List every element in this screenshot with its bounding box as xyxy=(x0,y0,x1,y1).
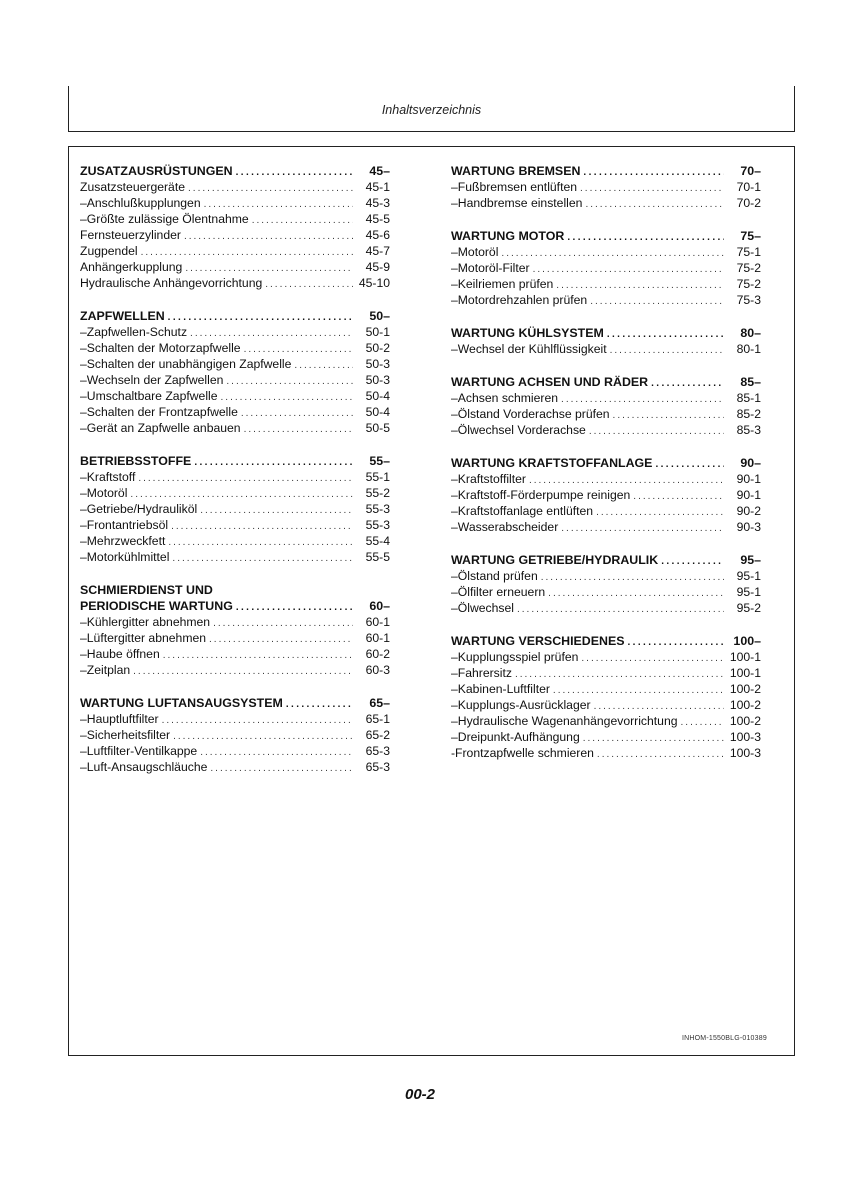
entry-title: –Kraftstoffilter xyxy=(451,472,526,486)
dot-leader xyxy=(185,261,353,275)
section-page: 80– xyxy=(740,326,761,340)
dot-leader xyxy=(244,342,353,356)
toc-section-heading[interactable] xyxy=(451,633,761,649)
toc-section xyxy=(451,455,761,535)
section-title: PERIODISCHE WARTUNG xyxy=(80,599,233,613)
toc-entry[interactable] xyxy=(451,649,761,665)
entry-title: –Ölstand Vorderachse prüfen xyxy=(451,407,610,421)
dot-leader xyxy=(265,277,353,291)
entry-page: 50-2 xyxy=(365,341,390,355)
entry-page: 65-1 xyxy=(365,712,390,726)
toc-entry[interactable] xyxy=(80,195,390,211)
entry-page: 85-3 xyxy=(736,423,761,437)
toc-section xyxy=(451,374,761,438)
entry-page: 55-5 xyxy=(365,550,390,564)
dot-leader xyxy=(596,505,724,519)
entry-page: 45-3 xyxy=(365,196,390,210)
entry-page: 75-2 xyxy=(736,277,761,291)
dot-leader xyxy=(594,699,724,713)
entry-title: -Frontzapfwelle schmieren xyxy=(451,746,594,760)
entry-page: 45-6 xyxy=(365,228,390,242)
toc-section-heading[interactable] xyxy=(80,308,390,324)
entry-page: 95-1 xyxy=(736,585,761,599)
toc-section-heading[interactable] xyxy=(451,374,761,390)
entry-page: 50-5 xyxy=(365,421,390,435)
toc-entry[interactable] xyxy=(80,211,390,227)
entry-title: –Motoröl xyxy=(451,245,499,259)
section-page: 100– xyxy=(733,634,761,648)
dot-leader xyxy=(567,230,724,244)
entry-page: 100-2 xyxy=(729,714,761,728)
dot-leader xyxy=(200,503,353,517)
toc-entry[interactable] xyxy=(80,485,390,501)
dot-leader xyxy=(581,651,724,665)
dot-leader xyxy=(553,683,724,697)
toc-entry[interactable] xyxy=(80,324,390,340)
section-title: WARTUNG KRAFTSTOFFANLAGE xyxy=(451,456,653,470)
entry-page: 90-1 xyxy=(736,472,761,486)
entry-title: –Größte zulässige Ölentnahme xyxy=(80,212,249,226)
section-page: 55– xyxy=(369,454,390,468)
entry-title: –Lüftergitter abnehmen xyxy=(80,631,207,645)
entry-title: –Motoröl-Filter xyxy=(451,261,530,275)
entry-page: 50-4 xyxy=(365,389,390,403)
section-page: 45– xyxy=(369,164,390,178)
section-page: 95– xyxy=(740,553,761,567)
toc-entry[interactable] xyxy=(80,743,390,759)
dot-leader xyxy=(517,602,724,616)
section-page: 60– xyxy=(369,599,390,613)
entry-page: 100-1 xyxy=(729,650,761,664)
toc-entry[interactable] xyxy=(80,614,390,630)
entry-page: 95-1 xyxy=(736,569,761,583)
entry-title: –Schalten der Motorzapfwelle xyxy=(80,341,241,355)
entry-page: 60-2 xyxy=(365,647,390,661)
dot-leader xyxy=(226,374,353,388)
entry-page: 50-1 xyxy=(365,325,390,339)
entry-title: –Wasserabscheider xyxy=(451,520,559,534)
dot-leader xyxy=(241,406,353,420)
entry-title: –Schalten der Frontzapfwelle xyxy=(80,405,238,419)
entry-page: 85-1 xyxy=(736,391,761,405)
section-title-line: SCHMIERDIENST UND xyxy=(80,583,213,597)
toc-entry[interactable] xyxy=(451,292,761,308)
entry-title: –Frontantriebsöl xyxy=(80,518,169,532)
section-page: 90– xyxy=(740,456,761,470)
dot-leader xyxy=(188,181,353,195)
dot-leader xyxy=(286,697,353,711)
toc-entry[interactable] xyxy=(80,259,390,275)
dot-leader xyxy=(556,278,724,292)
toc-entry[interactable] xyxy=(80,630,390,646)
entry-title: –Haube öffnen xyxy=(80,647,160,661)
toc-entry[interactable] xyxy=(451,179,761,195)
section-page: 75– xyxy=(740,229,761,243)
toc-entry[interactable] xyxy=(80,243,390,259)
toc-entry[interactable] xyxy=(80,372,390,388)
toc-entry[interactable] xyxy=(80,179,390,195)
dot-leader xyxy=(210,761,353,775)
entry-title: –Kupplungs-Ausrücklager xyxy=(451,698,591,712)
entry-page: 50-3 xyxy=(365,357,390,371)
dot-leader xyxy=(163,648,353,662)
section-title: ZAPFWELLEN xyxy=(80,309,165,323)
entry-page: 50-3 xyxy=(365,373,390,387)
dot-leader xyxy=(501,246,724,260)
toc-section xyxy=(451,325,761,357)
entry-page: 65-2 xyxy=(365,728,390,742)
toc-right-column xyxy=(451,163,761,778)
entry-page: 90-3 xyxy=(736,520,761,534)
entry-title: –Achsen schmieren xyxy=(451,391,559,405)
toc-entry[interactable] xyxy=(451,503,761,519)
entry-page: 55-1 xyxy=(365,470,390,484)
entry-page: 100-2 xyxy=(729,698,761,712)
toc-section-heading[interactable] xyxy=(451,325,761,341)
toc-entry[interactable] xyxy=(451,729,761,745)
dot-leader xyxy=(548,586,724,600)
dot-leader xyxy=(168,535,353,549)
dot-leader xyxy=(236,165,353,179)
entry-page: 100-2 xyxy=(729,682,761,696)
toc-entry[interactable] xyxy=(80,646,390,662)
toc-entry[interactable] xyxy=(80,340,390,356)
entry-title: –Schalten der unabhängigen Zapfwelle xyxy=(80,357,292,371)
entry-page: 95-2 xyxy=(736,601,761,615)
dot-leader xyxy=(221,390,353,404)
toc-entry[interactable] xyxy=(451,341,761,357)
dot-leader xyxy=(194,455,353,469)
toc-entry[interactable] xyxy=(451,390,761,406)
dot-leader xyxy=(561,521,724,535)
toc-section-heading[interactable] xyxy=(451,552,761,568)
entry-page: 100-3 xyxy=(729,746,761,760)
entry-page: 55-3 xyxy=(365,502,390,516)
dot-leader xyxy=(661,554,724,568)
dot-leader xyxy=(294,358,353,372)
dot-leader xyxy=(213,616,353,630)
dot-leader xyxy=(613,408,724,422)
dot-leader xyxy=(171,519,353,533)
entry-page: 50-4 xyxy=(365,405,390,419)
toc-entry[interactable] xyxy=(80,662,390,678)
toc-entry[interactable] xyxy=(451,471,761,487)
dot-leader xyxy=(628,635,725,649)
entry-title: –Motoröl xyxy=(80,486,128,500)
dot-leader xyxy=(141,245,353,259)
toc-entry[interactable] xyxy=(451,260,761,276)
toc-entry[interactable] xyxy=(451,276,761,292)
entry-title: –Ölwechsel xyxy=(451,601,514,615)
dot-leader xyxy=(633,489,724,503)
dot-leader xyxy=(236,600,353,614)
toc-section-heading[interactable] xyxy=(80,163,390,179)
toc-entry[interactable] xyxy=(80,759,390,775)
section-title: WARTUNG ACHSEN UND RÄDER xyxy=(451,375,649,389)
dot-leader xyxy=(561,392,724,406)
entry-title: –Motorkühlmittel xyxy=(80,550,170,564)
dot-leader xyxy=(583,731,724,745)
toc-entry[interactable] xyxy=(451,406,761,422)
toc-entry[interactable] xyxy=(80,501,390,517)
toc-section xyxy=(451,633,761,761)
dot-leader xyxy=(209,632,353,646)
dot-leader xyxy=(529,473,724,487)
entry-title: –Handbremse einstellen xyxy=(451,196,583,210)
toc-entry[interactable] xyxy=(80,517,390,533)
entry-title: Anhängerkupplung xyxy=(80,260,183,274)
toc-entry[interactable] xyxy=(80,404,390,420)
dot-leader xyxy=(607,327,724,341)
toc-section-heading[interactable] xyxy=(451,228,761,244)
dot-leader xyxy=(173,729,353,743)
toc-section xyxy=(80,163,390,291)
dot-leader xyxy=(533,262,724,276)
entry-page: 60-1 xyxy=(365,615,390,629)
toc-entry[interactable] xyxy=(80,356,390,372)
entry-title: –Ölwechsel Vorderachse xyxy=(451,423,586,437)
toc-entry[interactable] xyxy=(80,711,390,727)
entry-title: –Wechsel der Kühlflüssigkeit xyxy=(451,342,607,356)
dot-leader xyxy=(138,471,353,485)
dot-leader xyxy=(162,713,353,727)
entry-title: –Dreipunkt-Aufhängung xyxy=(451,730,580,744)
toc-entry[interactable] xyxy=(80,275,390,291)
entry-title: –Mehrzweckfett xyxy=(80,534,166,548)
entry-title: –Zeitplan xyxy=(80,663,131,677)
dot-leader xyxy=(597,747,724,761)
entry-page: 80-1 xyxy=(736,342,761,356)
section-title: WARTUNG BREMSEN xyxy=(451,164,581,178)
entry-page: 100-1 xyxy=(729,666,761,680)
dot-leader xyxy=(651,376,724,390)
entry-title: Fernsteuerzylinder xyxy=(80,228,181,242)
entry-title: –Sicherheitsfilter xyxy=(80,728,171,742)
entry-page: 45-7 xyxy=(365,244,390,258)
toc-entry[interactable] xyxy=(451,665,761,681)
toc-entry[interactable] xyxy=(80,388,390,404)
entry-title: –Zapfwellen-Schutz xyxy=(80,325,188,339)
entry-page: 65-3 xyxy=(365,744,390,758)
entry-title: –Hauptluftfilter xyxy=(80,712,159,726)
toc-entry[interactable] xyxy=(451,600,761,616)
entry-title: –Kraftstoff-Förderpumpe reinigen xyxy=(451,488,631,502)
toc-entry[interactable] xyxy=(80,227,390,243)
section-title: ZUSATZAUSRÜSTUNGEN xyxy=(80,164,233,178)
entry-title: Zusatzsteuergeräte xyxy=(80,180,186,194)
toc-entry[interactable] xyxy=(451,195,761,211)
entry-page: 60-3 xyxy=(365,663,390,677)
section-page: 50– xyxy=(369,309,390,323)
entry-title: –Fahrersitz xyxy=(451,666,512,680)
entry-title: –Kraftstoffanlage entlüften xyxy=(451,504,594,518)
dot-leader xyxy=(252,213,353,227)
toc-section xyxy=(80,695,390,775)
page-number: 00-2 xyxy=(405,1086,436,1103)
document-code: INHOM-1550BLG-010389 xyxy=(682,1035,767,1042)
dot-leader xyxy=(190,326,353,340)
dot-leader xyxy=(541,570,724,584)
toc-entry[interactable] xyxy=(451,697,761,713)
entry-page: 70-2 xyxy=(736,196,761,210)
section-page: 85– xyxy=(740,375,761,389)
entry-title: –Kabinen-Luftfilter xyxy=(451,682,550,696)
section-title: WARTUNG KÜHLSYSTEM xyxy=(451,326,604,340)
toc-entry[interactable] xyxy=(451,584,761,600)
entry-title: –Ölfilter erneuern xyxy=(451,585,546,599)
toc-section xyxy=(451,163,761,211)
dot-leader xyxy=(580,181,724,195)
section-page: 65– xyxy=(369,696,390,710)
dot-leader xyxy=(610,343,724,357)
toc-entry[interactable] xyxy=(451,487,761,503)
entry-page: 45-10 xyxy=(358,276,390,290)
toc-section xyxy=(80,582,390,678)
entry-title: –Umschaltbare Zapfwelle xyxy=(80,389,218,403)
dot-leader xyxy=(583,165,724,179)
entry-page: 100-3 xyxy=(729,730,761,744)
entry-title: –Kupplungsspiel prüfen xyxy=(451,650,579,664)
dot-leader xyxy=(585,197,724,211)
toc-left-column xyxy=(80,163,390,792)
entry-title: Zugpendel xyxy=(80,244,138,258)
toc-entry[interactable] xyxy=(451,422,761,438)
entry-title: –Hydraulische Wagenanhängevorrichtung xyxy=(451,714,678,728)
entry-page: 45-1 xyxy=(365,180,390,194)
entry-page: 45-9 xyxy=(365,260,390,274)
toc-entry[interactable] xyxy=(80,420,390,436)
section-title: WARTUNG MOTOR xyxy=(451,229,565,243)
entry-page: 75-3 xyxy=(736,293,761,307)
entry-page: 55-4 xyxy=(365,534,390,548)
entry-title: –Anschlußkupplungen xyxy=(80,196,201,210)
entry-title: –Getriebe/Hydrauliköl xyxy=(80,502,198,516)
dot-leader xyxy=(130,487,353,501)
entry-page: 65-3 xyxy=(365,760,390,774)
entry-title: Hydraulische Anhängevorrichtung xyxy=(80,276,263,290)
entry-page: 55-2 xyxy=(365,486,390,500)
header-box xyxy=(68,86,795,132)
dot-leader xyxy=(681,715,724,729)
toc-entry[interactable] xyxy=(451,519,761,535)
entry-title: –Kraftstoff xyxy=(80,470,136,484)
entry-page: 55-3 xyxy=(365,518,390,532)
entry-title: –Kühlergitter abnehmen xyxy=(80,615,211,629)
toc-section-heading[interactable] xyxy=(80,695,390,711)
entry-title: –Keilriemen prüfen xyxy=(451,277,554,291)
entry-title: –Ölstand prüfen xyxy=(451,569,538,583)
dot-leader xyxy=(200,745,353,759)
toc-entry[interactable] xyxy=(451,244,761,260)
toc-section-heading[interactable] xyxy=(451,455,761,471)
toc-content xyxy=(68,146,795,1056)
entry-title: –Luft-Ansaugschläuche xyxy=(80,760,208,774)
dot-leader xyxy=(655,457,724,471)
entry-page: 75-1 xyxy=(736,245,761,259)
dot-leader xyxy=(168,310,353,324)
toc-entry[interactable] xyxy=(451,745,761,761)
entry-page: 75-2 xyxy=(736,261,761,275)
entry-page: 90-1 xyxy=(736,488,761,502)
toc-section xyxy=(451,552,761,616)
dot-leader xyxy=(244,422,353,436)
dot-leader xyxy=(184,229,353,243)
content-divider xyxy=(68,1055,795,1056)
entry-page: 90-2 xyxy=(736,504,761,518)
entry-page: 45-5 xyxy=(365,212,390,226)
dot-leader xyxy=(590,294,724,308)
section-page: 70– xyxy=(740,164,761,178)
toc-entry[interactable] xyxy=(80,549,390,565)
toc-entry[interactable] xyxy=(80,533,390,549)
page-header-title: Inhaltsverzeichnis xyxy=(381,103,482,117)
entry-page: 60-1 xyxy=(365,631,390,645)
dot-leader xyxy=(515,667,724,681)
toc-section-heading[interactable] xyxy=(451,163,761,179)
section-title: WARTUNG LUFTANSAUGSYSTEM xyxy=(80,696,283,710)
dot-leader xyxy=(589,424,724,438)
dot-leader xyxy=(204,197,353,211)
section-title: BETRIEBSSTOFFE xyxy=(80,454,192,468)
toc-entry[interactable] xyxy=(80,469,390,485)
entry-title: –Motordrehzahlen prüfen xyxy=(451,293,588,307)
entry-title: –Luftfilter-Ventilkappe xyxy=(80,744,198,758)
toc-entry[interactable] xyxy=(451,568,761,584)
section-title: WARTUNG VERSCHIEDENES xyxy=(451,634,625,648)
toc-entry[interactable] xyxy=(451,713,761,729)
toc-section xyxy=(80,453,390,565)
toc-entry[interactable] xyxy=(80,727,390,743)
toc-section-heading[interactable] xyxy=(80,453,390,469)
entry-title: –Fußbremsen entlüften xyxy=(451,180,578,194)
entry-page: 70-1 xyxy=(736,180,761,194)
entry-title: –Gerät an Zapfwelle anbauen xyxy=(80,421,241,435)
entry-page: 85-2 xyxy=(736,407,761,421)
toc-section xyxy=(80,308,390,436)
toc-section-heading[interactable] xyxy=(80,598,390,614)
toc-section xyxy=(451,228,761,308)
entry-title: –Wechseln der Zapfwellen xyxy=(80,373,224,387)
dot-leader xyxy=(133,664,353,678)
toc-entry[interactable] xyxy=(451,681,761,697)
dot-leader xyxy=(172,551,353,565)
section-title: WARTUNG GETRIEBE/HYDRAULIK xyxy=(451,553,659,567)
